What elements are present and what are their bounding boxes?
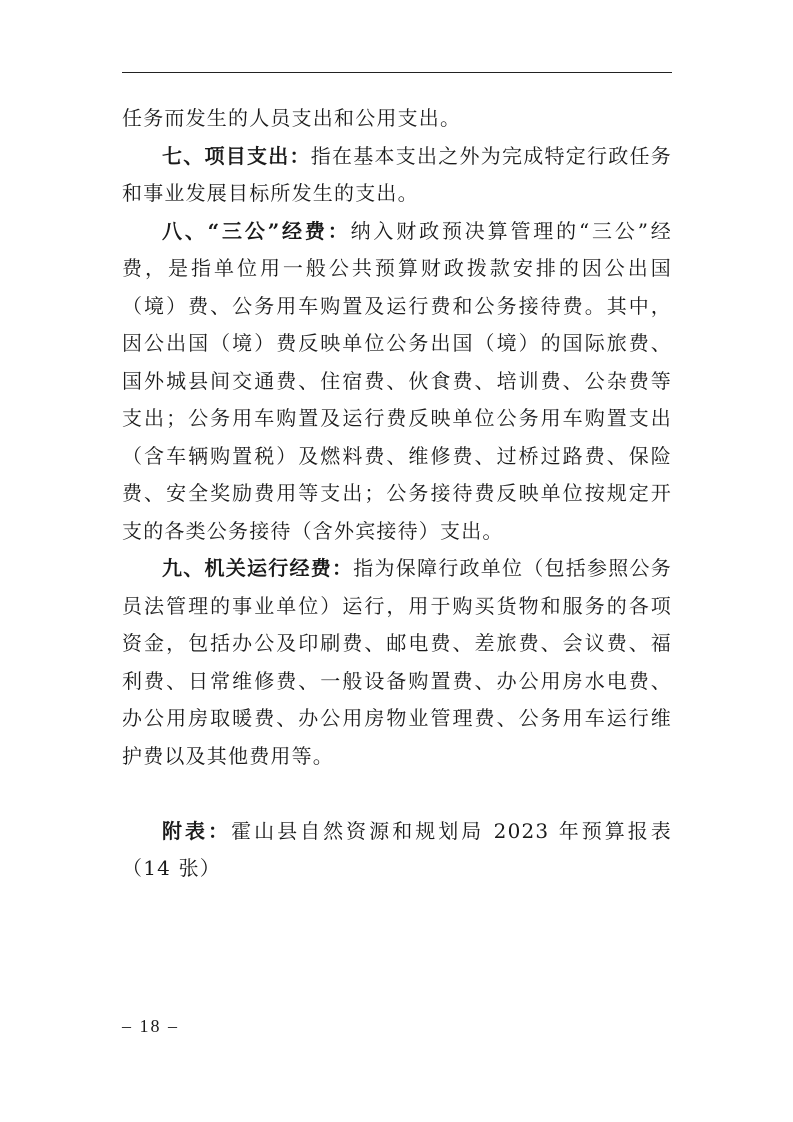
- section-text: 指为保障行政单位（包括参照公务员法管理的事业单位）运行，用于购买货物和服务的各项资金，包括办公及印刷费、邮电费、差旅费、会议费、福利费、日常维修费、一般设备购置费、办公用房水电费、办公用房取暖费、办公用房物业管理费、公务用车运行维护费以及其他费用等。: [122, 556, 672, 768]
- section-term: 七、项目支出：: [162, 143, 311, 168]
- section-text: 指在基本支出之外为完成特定行政任务和事业发展目标所发生的支出。: [122, 143, 672, 205]
- section-project-expenditure: [122, 138, 672, 213]
- section-term: 八、“三公”经费：: [162, 218, 351, 243]
- attachment-note: [122, 813, 672, 888]
- section-term: 九、机关运行经费：: [162, 556, 354, 580]
- blank-line: [122, 775, 672, 813]
- header-rule: [122, 72, 672, 73]
- document-body: [122, 100, 672, 888]
- attachment-text: 霍山县自然资源和规划局 2023 年预算报表（14 张）: [122, 818, 672, 880]
- section-text: 纳入财政预决算管理的“三公”经费，是指单位用一般公共预算财政拨款安排的因公出国（境）费、公务用车购置及运行费和公务接待费。其中，因公出国（境）费反映单位公务出国（境）的国际旅费、国外城县间交通费、住宿费、伙食费、培训费、公杂费等支出；公务用车购置及运行费反映单位公务用车购置支出（含车辆购置税）及燃料费、维修费、过桥过路费、保险费、安全奖励费用等支出；公务接待费反映单位按规定开支的各类公务接待（含外宾接待）支出。: [122, 218, 672, 543]
- page-number: – 18 –: [122, 1016, 179, 1036]
- section-three-public-expenses: [122, 213, 672, 551]
- attachment-term: 附表：: [162, 818, 232, 843]
- section-agency-operating-expenses: [122, 550, 672, 775]
- continuation-paragraph: 任务而发生的人员支出和公用支出。: [122, 106, 462, 130]
